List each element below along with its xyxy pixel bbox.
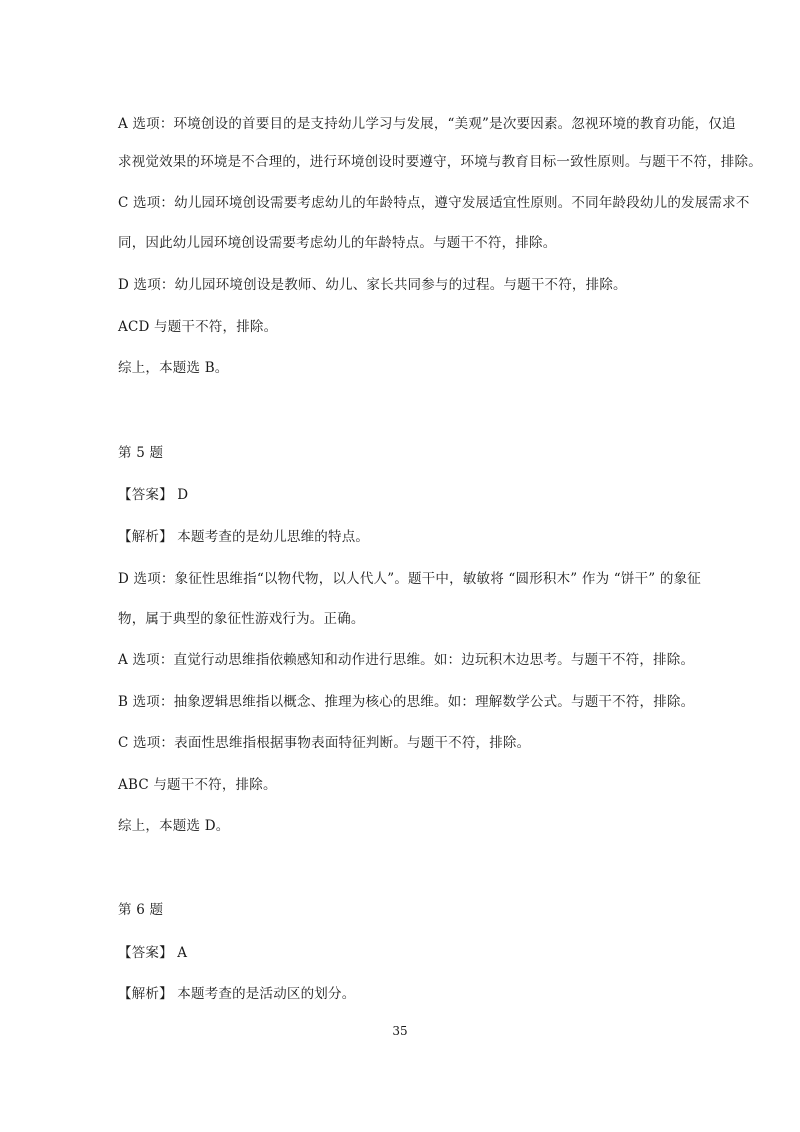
question-heading: 第 5 题 — [118, 445, 164, 461]
paragraph-line: C 选项：表面性思维指根据事物表面特征判断。与题干不符，排除。 — [118, 735, 531, 751]
paragraph-line: ACD 与题干不符，排除。 — [118, 319, 278, 335]
paragraph-line: 求视觉效果的环境是不合理的，进行环境创设时要遵守，环境与教育目标一致性原则。与题干不符，排除。 — [118, 154, 762, 170]
paragraph-line: ABC 与题干不符，排除。 — [118, 777, 277, 793]
paragraph-line: A 选项：直觉行动思维指依赖感知和动作进行思维。如：边玩积木边思考。与题干不符，排除。 — [118, 652, 695, 668]
paragraph-line: 同，因此幼儿园环境创设需要考虑幼儿的年龄特点。与题干不符，排除。 — [118, 235, 557, 251]
paragraph-line: C 选项：幼儿园环境创设需要考虑幼儿的年龄特点，遵守发展适宜性原则。不同年龄段幼儿的发展需求不 — [118, 195, 750, 211]
analysis-line: 【解析】 本题考查的是活动区的划分。 — [118, 986, 356, 1002]
paragraph-line: A 选项：环境创设的首要目的是支持幼儿学习与发展，“美观”是次要因素。忽视环境的教育功能，仅追 — [118, 116, 736, 132]
paragraph-line: D 选项：幼儿园环境创设是教师、幼儿、家长共同参与的过程。与题干不符，排除。 — [118, 277, 627, 293]
paragraph-line: 综上，本题选 D。 — [118, 818, 230, 834]
question-heading: 第 6 题 — [118, 902, 164, 918]
paragraph-line: 综上，本题选 B。 — [118, 360, 229, 376]
analysis-line: 【解析】 本题考查的是幼儿思维的特点。 — [118, 529, 370, 545]
answer-line: 【答案】 D — [118, 487, 189, 503]
answer-line: 【答案】 A — [118, 945, 188, 961]
paragraph-line: 物，属于典型的象征性游戏行为。正确。 — [118, 611, 365, 627]
paragraph-line: D 选项：象征性思维指“以物代物，以人代人”。题干中，敏敏将 “圆形积木” 作为 “饼干” 的象征 — [118, 571, 701, 587]
page-number: 35 — [392, 1024, 408, 1038]
paragraph-line: B 选项：抽象逻辑思维指以概念、推理为核心的思维。如：理解数学公式。与题干不符，排除。 — [118, 694, 695, 710]
